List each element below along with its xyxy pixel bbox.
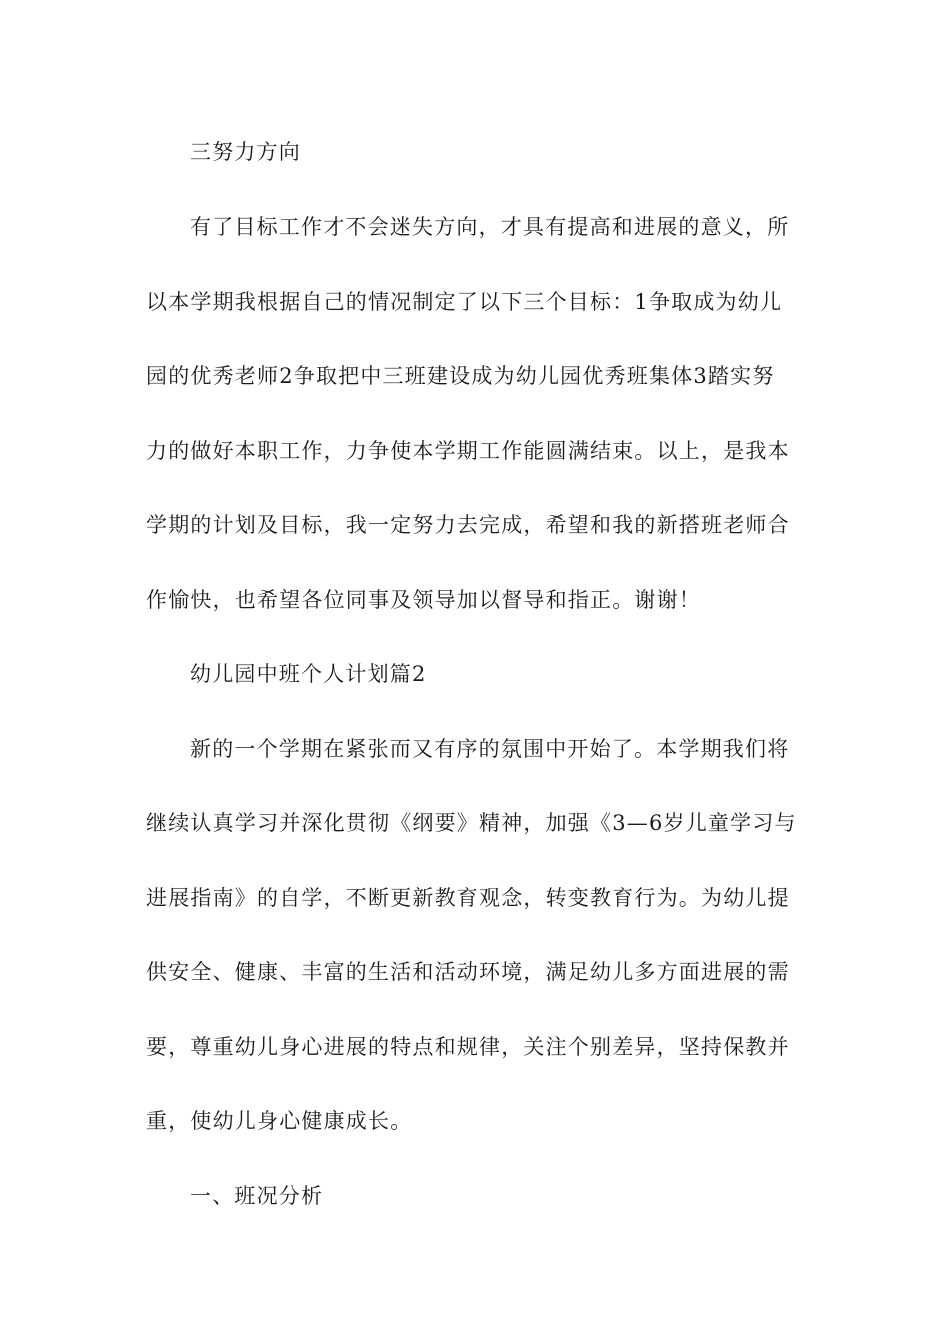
paragraph-line: 进展指南》的自学，不断更新教育观念，转变教育行为。为幼儿提 <box>146 886 790 910</box>
paragraph-line: 以本学期我根据自己的情况制定了以下三个目标：1争取成为幼儿 <box>146 290 783 314</box>
section-heading-class-analysis: 一、班况分析 <box>190 1184 324 1208</box>
paragraph-line: 新的一个学期在紧张而又有序的氛围中开始了。本学期我们将 <box>190 737 790 761</box>
paragraph-line: 作愉快，也希望各位同事及领导加以督导和指正。谢谢！ <box>146 588 701 612</box>
paragraph-line: 要，尊重幼儿身心进展的特点和规律，关注个别差异，坚持保教并 <box>146 1035 790 1059</box>
paragraph-line: 重，使幼儿身心健康成长。 <box>146 1109 413 1133</box>
paragraph-line: 力的做好本职工作，力争使本学期工作能圆满结束。以上，是我本 <box>146 439 790 463</box>
paragraph-line: 学期的计划及目标，我一定努力去完成，希望和我的新搭班老师合 <box>146 513 790 537</box>
paragraph-line: 有了目标工作才不会迷失方向，才具有提高和进展的意义，所 <box>190 215 790 239</box>
section-heading-effort-direction: 三努力方向 <box>190 140 301 164</box>
paragraph-line: 供安全、健康、丰富的生活和活动环境，满足幼儿多方面进展的需 <box>146 960 790 984</box>
paragraph-line: 继续认真学习并深化贯彻《纲要》精神，加强《3—6岁儿童学习与 <box>146 811 797 835</box>
paragraph-line: 园的优秀老师2争取把中三班建设成为幼儿园优秀班集体3踏实努 <box>146 364 775 388</box>
section-heading-plan-2: 幼儿园中班个人计划篇2 <box>190 662 427 686</box>
